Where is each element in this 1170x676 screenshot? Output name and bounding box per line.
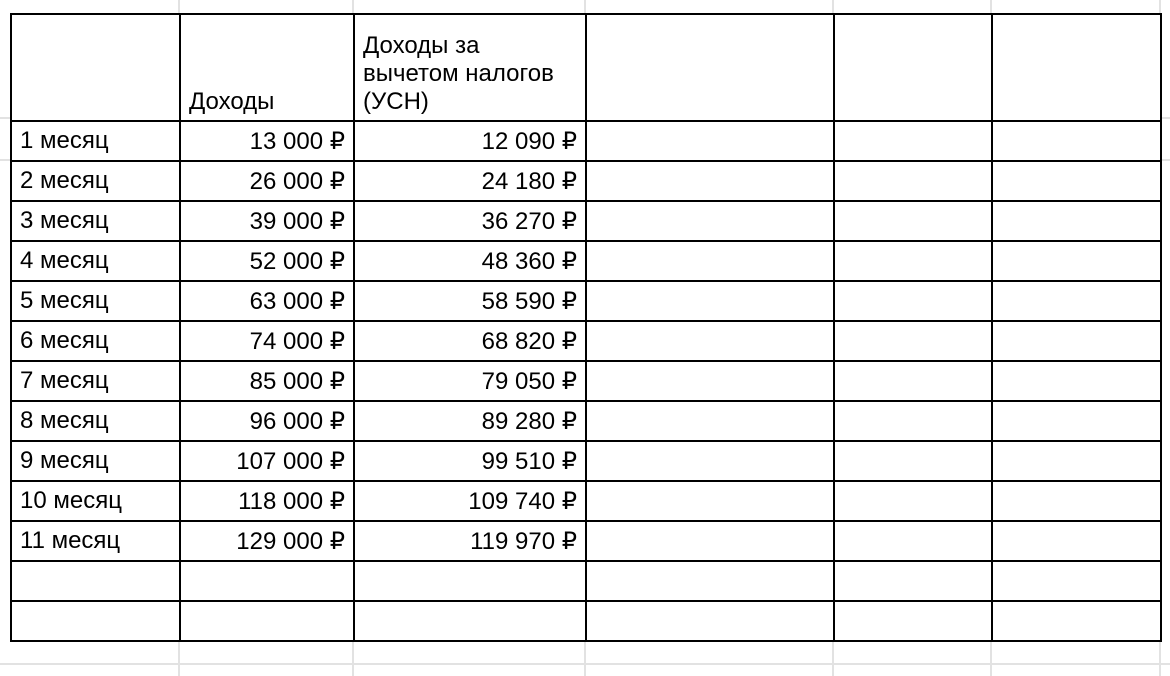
empty-cell[interactable]: [992, 601, 1161, 641]
empty-cell[interactable]: [586, 481, 834, 521]
month-label-cell[interactable]: 10 месяц: [11, 481, 180, 521]
net-income-cell[interactable]: [354, 561, 586, 601]
empty-cell[interactable]: [834, 201, 992, 241]
empty-cell[interactable]: [586, 161, 834, 201]
income-cell[interactable]: 85 000 ₽: [180, 361, 354, 401]
empty-cell[interactable]: [834, 481, 992, 521]
month-label-cell[interactable]: 3 месяц: [11, 201, 180, 241]
empty-cell[interactable]: [586, 441, 834, 481]
net-income-cell[interactable]: 99 510 ₽: [354, 441, 586, 481]
income-cell[interactable]: [180, 601, 354, 641]
empty-cell[interactable]: [586, 281, 834, 321]
empty-cell[interactable]: [586, 201, 834, 241]
table-row: [11, 241, 1161, 281]
empty-cell[interactable]: [834, 281, 992, 321]
table-row: [11, 401, 1161, 441]
month-label-cell[interactable]: 1 месяц: [11, 121, 180, 161]
net-income-cell[interactable]: 109 740 ₽: [354, 481, 586, 521]
header-cell-d[interactable]: [586, 14, 834, 121]
header-cell-net-income[interactable]: Доходы за вычетом налогов (УСН): [354, 14, 586, 121]
empty-cell[interactable]: [992, 481, 1161, 521]
header-cell-f[interactable]: [992, 14, 1161, 121]
table-row: [11, 281, 1161, 321]
empty-cell[interactable]: [586, 241, 834, 281]
month-label-cell[interactable]: 9 месяц: [11, 441, 180, 481]
income-cell[interactable]: 129 000 ₽: [180, 521, 354, 561]
empty-cell[interactable]: [992, 121, 1161, 161]
table-row: [11, 561, 1161, 601]
month-label-cell[interactable]: 11 месяц: [11, 521, 180, 561]
net-income-cell[interactable]: 119 970 ₽: [354, 521, 586, 561]
header-row: [11, 14, 1161, 121]
empty-cell[interactable]: [992, 361, 1161, 401]
empty-cell[interactable]: [834, 441, 992, 481]
empty-cell[interactable]: [992, 321, 1161, 361]
empty-cell[interactable]: [992, 201, 1161, 241]
empty-cell[interactable]: [992, 401, 1161, 441]
table-row: [11, 161, 1161, 201]
empty-cell[interactable]: [586, 401, 834, 441]
empty-cell[interactable]: [834, 321, 992, 361]
net-income-cell[interactable]: 68 820 ₽: [354, 321, 586, 361]
net-income-cell[interactable]: 79 050 ₽: [354, 361, 586, 401]
income-cell[interactable]: 26 000 ₽: [180, 161, 354, 201]
empty-cell[interactable]: [586, 561, 834, 601]
table-row: [11, 321, 1161, 361]
net-income-cell[interactable]: 58 590 ₽: [354, 281, 586, 321]
net-income-cell[interactable]: 48 360 ₽: [354, 241, 586, 281]
empty-cell[interactable]: [586, 601, 834, 641]
empty-cell[interactable]: [992, 561, 1161, 601]
income-cell[interactable]: [180, 561, 354, 601]
empty-cell[interactable]: [586, 121, 834, 161]
empty-cell[interactable]: [834, 601, 992, 641]
empty-cell[interactable]: [834, 361, 992, 401]
spreadsheet-table: [10, 13, 1162, 642]
month-label-cell[interactable]: 5 месяц: [11, 281, 180, 321]
month-label-cell[interactable]: 7 месяц: [11, 361, 180, 401]
header-cell-income[interactable]: Доходы: [180, 14, 354, 121]
net-income-cell[interactable]: 12 090 ₽: [354, 121, 586, 161]
empty-cell[interactable]: [834, 561, 992, 601]
empty-cell[interactable]: [586, 321, 834, 361]
table-row: [11, 481, 1161, 521]
table-row: [11, 521, 1161, 561]
empty-cell[interactable]: [834, 401, 992, 441]
month-label-cell[interactable]: [11, 561, 180, 601]
month-label-cell[interactable]: 8 месяц: [11, 401, 180, 441]
month-label-cell[interactable]: 6 месяц: [11, 321, 180, 361]
table-row: [11, 361, 1161, 401]
gridline: [0, 663, 1170, 665]
net-income-cell[interactable]: 24 180 ₽: [354, 161, 586, 201]
income-cell[interactable]: 39 000 ₽: [180, 201, 354, 241]
empty-cell[interactable]: [992, 281, 1161, 321]
income-cell[interactable]: 74 000 ₽: [180, 321, 354, 361]
table-row: [11, 441, 1161, 481]
empty-cell[interactable]: [586, 361, 834, 401]
income-cell[interactable]: 52 000 ₽: [180, 241, 354, 281]
income-cell[interactable]: 13 000 ₽: [180, 121, 354, 161]
empty-cell[interactable]: [992, 441, 1161, 481]
net-income-cell[interactable]: [354, 601, 586, 641]
income-cell[interactable]: 107 000 ₽: [180, 441, 354, 481]
income-cell[interactable]: 118 000 ₽: [180, 481, 354, 521]
header-cell-e[interactable]: [834, 14, 992, 121]
table-row: [11, 201, 1161, 241]
table-row: [11, 121, 1161, 161]
income-cell[interactable]: 96 000 ₽: [180, 401, 354, 441]
empty-cell[interactable]: [586, 521, 834, 561]
empty-cell[interactable]: [992, 161, 1161, 201]
income-cell[interactable]: 63 000 ₽: [180, 281, 354, 321]
empty-cell[interactable]: [992, 521, 1161, 561]
empty-cell[interactable]: [992, 241, 1161, 281]
empty-cell[interactable]: [834, 121, 992, 161]
empty-cell[interactable]: [834, 521, 992, 561]
header-cell-a[interactable]: [11, 14, 180, 121]
net-income-cell[interactable]: 89 280 ₽: [354, 401, 586, 441]
table-row: [11, 601, 1161, 641]
empty-cell[interactable]: [834, 241, 992, 281]
month-label-cell[interactable]: 4 месяц: [11, 241, 180, 281]
month-label-cell[interactable]: [11, 601, 180, 641]
month-label-cell[interactable]: 2 месяц: [11, 161, 180, 201]
empty-cell[interactable]: [834, 161, 992, 201]
net-income-cell[interactable]: 36 270 ₽: [354, 201, 586, 241]
